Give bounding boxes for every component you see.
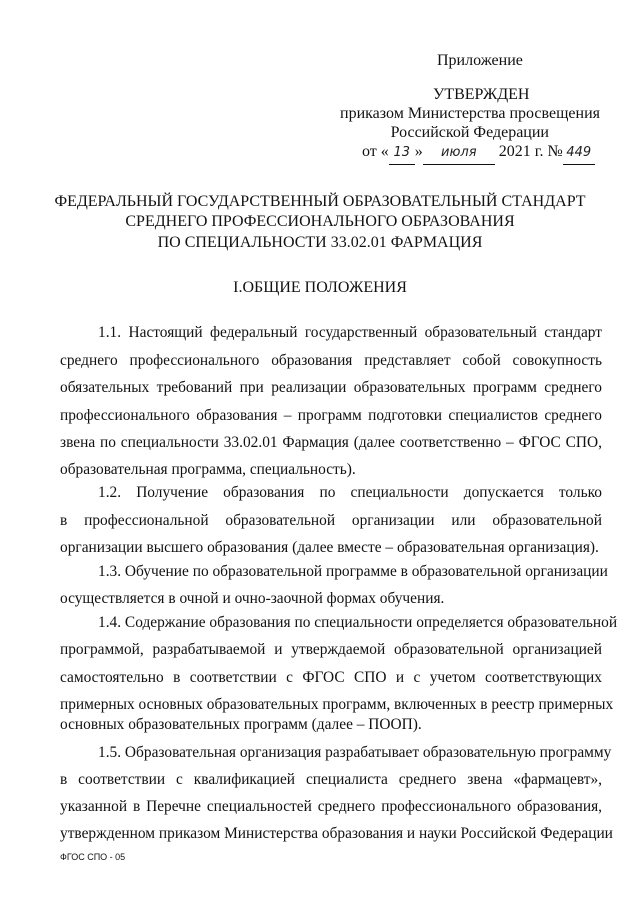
paragraph-line: осуществляется в очной и очно-заочной формах обучения. (60, 590, 445, 607)
federation-line: Российской Федерации (390, 124, 549, 141)
date-day: 13 (389, 142, 415, 165)
paragraph-line: 1.3. Обучение по образовательной программе в образовательной организации (98, 563, 608, 580)
paragraph-line: звена по специальности 33.02.01 Фармация (далее соответственно – ФГОС СПО, (60, 434, 602, 451)
paragraph-line: 1.1. Настоящий федеральный государственный образовательный стандарт (98, 324, 602, 341)
footer-code: ФГОС СПО - 05 (60, 852, 126, 862)
paragraph-line: 1.5. Образовательная организация разрабатывает образовательную программу (98, 744, 612, 761)
date-year: 2021 г. № (498, 143, 563, 160)
paragraph-line: образовательная программа, специальность). (60, 461, 356, 478)
paragraph-line: 1.4. Содержание образования по специальности определяется образовательной (98, 614, 618, 631)
paragraph-line: среднего профессионального образования представляет собой совокупность (60, 352, 602, 369)
paragraph-line: 1.2. Получение образования по специальности допускается только (98, 484, 602, 501)
paragraph-line: основных образовательных программ (далее – ПООП). (60, 716, 422, 733)
date-prefix: от « (362, 143, 389, 160)
order-date-line (362, 141, 595, 165)
paragraph-line: профессионального образования – программ подготовки специалистов среднего (60, 407, 602, 424)
document-title-line-3: ПО СПЕЦИАЛЬНОСТИ 33.02.01 ФАРМАЦИЯ (157, 234, 483, 251)
paragraph-line: в соответствии с квалификацией специалиста среднего звена «фармацевт», (60, 771, 602, 788)
section-heading: I.ОБЩИЕ ПОЛОЖЕНИЯ (233, 279, 407, 296)
date-month: июля (423, 142, 495, 165)
order-number: 449 (563, 142, 595, 165)
paragraph-line: организации высшего образования (далее вместе – образовательная организация). (60, 539, 599, 556)
paragraph-line: утвержденном приказом Министерства образования и науки Российской Федерации (60, 825, 613, 842)
paragraph-line: самостоятельно в соответствии с ФГОС СПО и с учетом соответствующих (60, 669, 602, 686)
approved-label: УТВЕРЖДЕН (433, 86, 530, 103)
paragraph-line: программой, разрабатываемой и утверждаемой образовательной организацией (60, 641, 602, 658)
paragraph-line: обязательных требований при реализации образовательных программ среднего (60, 379, 602, 396)
document-title-line-2: СРЕДНЕГО ПРОФЕССИОНАЛЬНОГО ОБРАЗОВАНИЯ (125, 213, 515, 230)
paragraph-line: в профессиональной образовательной организации или образовательной (60, 512, 602, 529)
paragraph-line: примерных основных образовательных программ, включенных в реестр примерных (60, 696, 614, 713)
paragraph-line: указанной в Перечне специальностей среднего профессионального образования, (60, 798, 602, 815)
order-line: приказом Министерства просвещения (340, 105, 600, 122)
date-quote-close: » (414, 143, 423, 160)
appendix-label: Приложение (437, 52, 523, 69)
document-title-line-1: ФЕДЕРАЛЬНЫЙ ГОСУДАРСТВЕННЫЙ ОБРАЗОВАТЕЛЬНЫЙ СТАНДАРТ (54, 193, 586, 210)
